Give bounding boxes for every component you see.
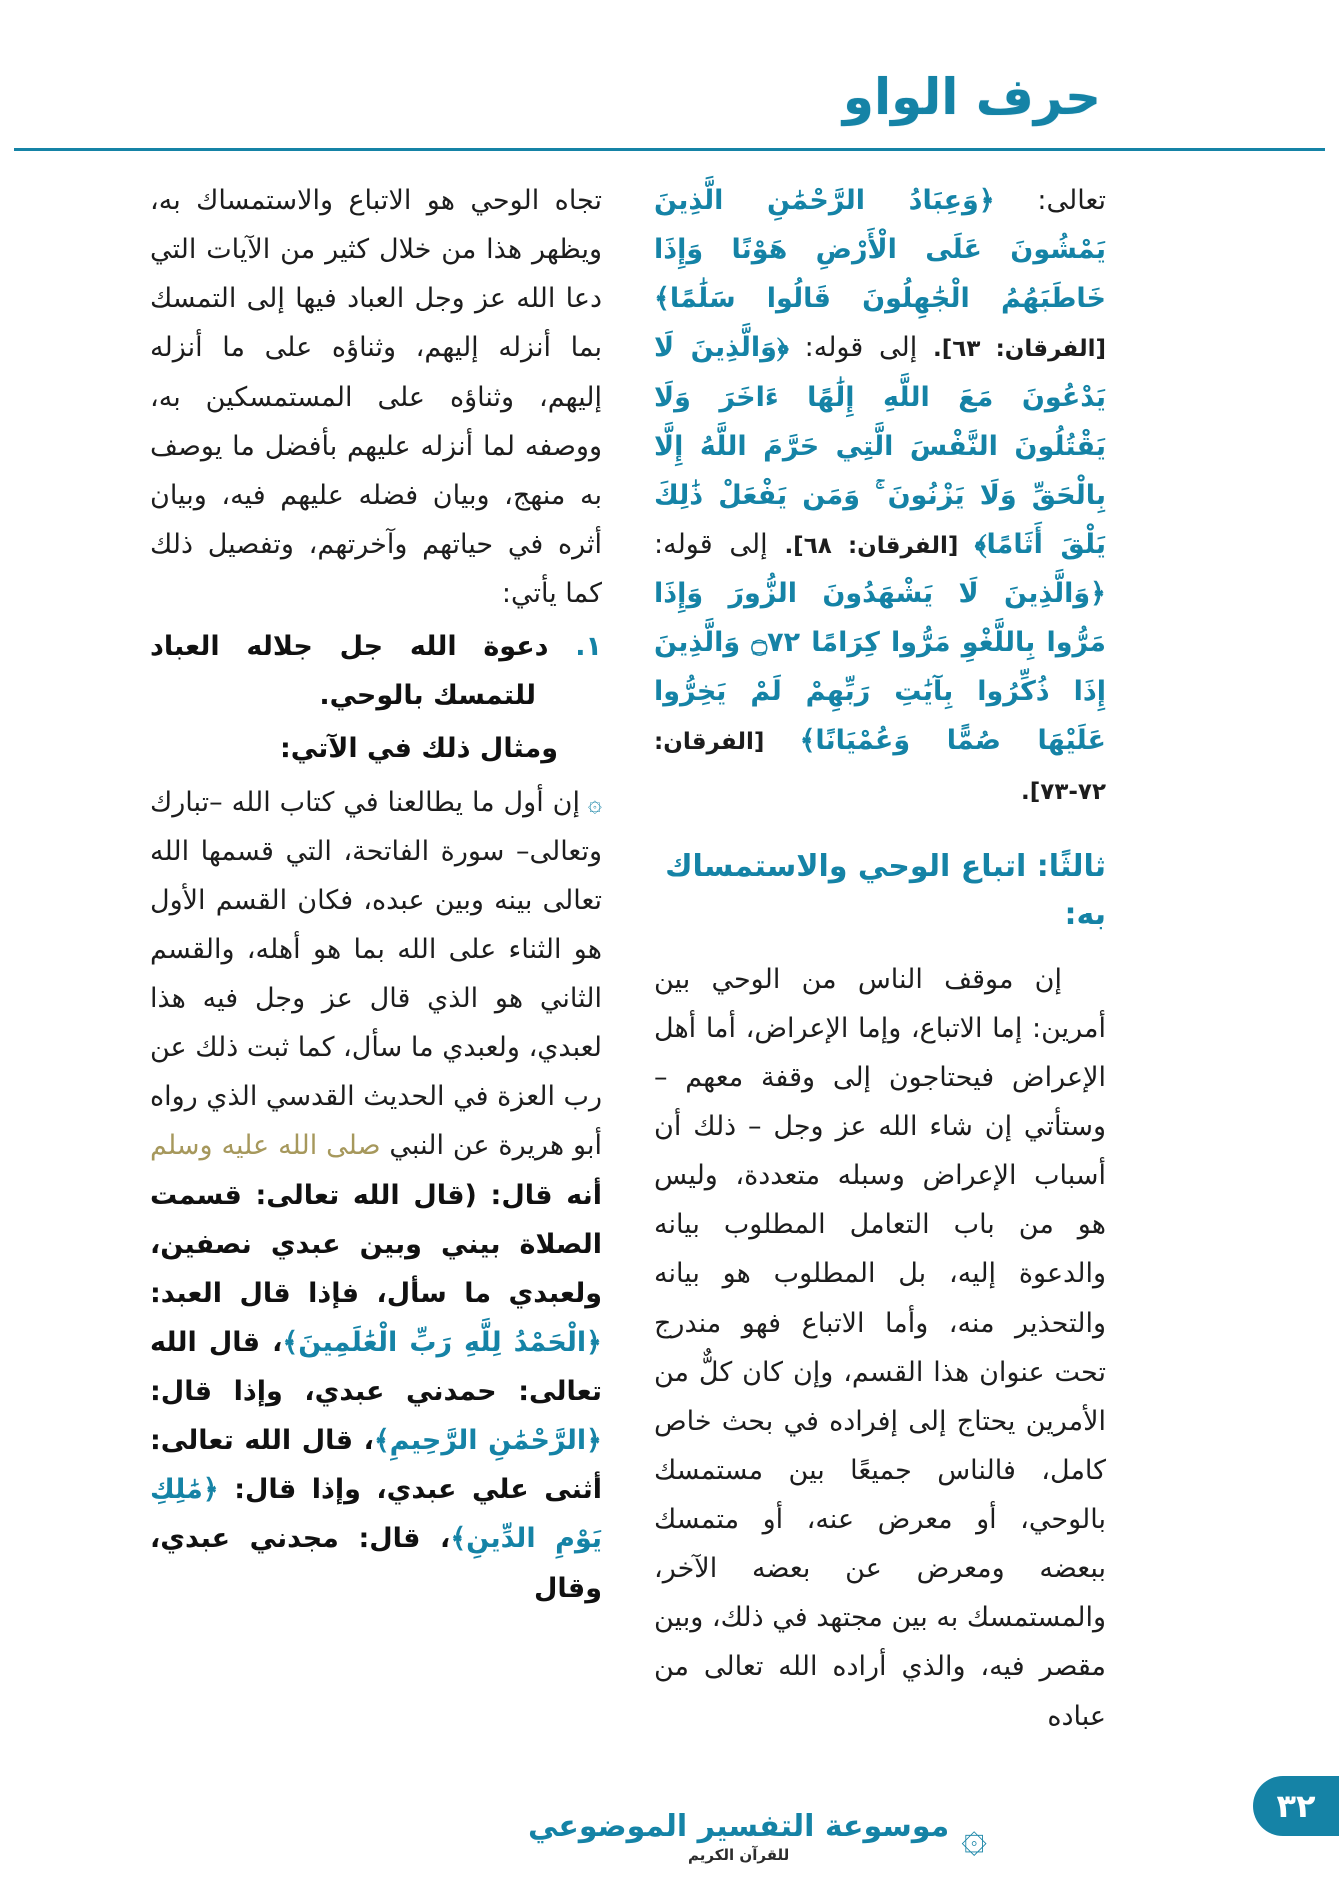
emblem-seal-icon: ۞ [961, 1810, 987, 1862]
page-number-badge: ٣٢ [1253, 1776, 1339, 1836]
column-right [644, 176, 1107, 1745]
text-run-bold: ، قال الله تعالى: حمدني عبدي، وإذا قال: [140, 1326, 602, 1407]
emblem-text [528, 1809, 949, 1864]
text-run-ornament: ۞ [579, 788, 602, 817]
text-run-ref: [الفرقان: ٧٢-٧٣]. [646, 729, 1106, 805]
text-run-ref: [الفرقان: ٦٨]. [784, 532, 975, 559]
text-run-bold: دعوة الله جل جلاله العباد للتمسك بالوحي. [140, 631, 549, 712]
text-run-bold: ، قال الله تعالى: أثنى علي عبدي، وإذا قال: [140, 1425, 602, 1506]
paragraph [141, 176, 602, 618]
emblem-title: موسوعة التفسير الموضوعي [528, 1809, 950, 1844]
text-run-body: إن موقف الناس من الوحي بين أمرين: إما الاتباع، وإما الإعراض، أما أهل الإعراض فيحتاجون إلى وقفة معهم –وستأتي إن شاء الله عز وجل – ذلك أن أسباب الإعراض وسبله متعددة، وليس هو من باب التعامل المطلوب بيانه والدعوة إليه، بل المطلوب هو بيانه والتحذير منه، وأما الاتباع فهو مندرج تحت عنوان هذا القسم، وإن كان كلٌّ من الأمرين يحتاج إلى إفراده في بحث خاص كامل، فالناس جميعًا بين مستمسك بالوحي، أو معرض عنه، أو متمسك ببعضه ومعرض عن بعضه الآخر، والمستمسك به بين مجتهد في ذلك، وبين مقصر فيه، والذي أراده الله تعالى من عباده [645, 963, 1106, 1732]
text-run-quran: ﴿وَعِبَادُ الرَّحْمَٰنِ الَّذِينَ يَمْشُونَ عَلَى الْأَرْضِ هَوْنًا وَإِذَا خَاطَبَهُمُ الْجَٰهِلُونَ قَالُوا سَلَٰمًا﴾ [644, 185, 1106, 315]
text-run-bold: أنه قال: (قال الله تعالى: قسمت الصلاة بيني وبين عبدي نصفين، ولعبدي ما سأل، فإذا قال العبد: [140, 1130, 602, 1309]
text-run-ref: [الفرقان: ٦٣]. [645, 287, 1106, 363]
header-divider-rule [14, 148, 1325, 151]
text-run-quran: ﴿مَٰلِكِ يَوْمِ الدِّينِ﴾ [140, 1474, 603, 1555]
text-run-body: إلى قوله: [645, 528, 785, 560]
text-run-bold: ومثال ذلك في الآتي: [279, 733, 558, 765]
text-run-quran: ﴿وَالَّذِينَ لَا يَدْعُونَ مَعَ اللَّهِ إِلَٰهًا ءَاخَرَ وَلَا يَقْتُلُونَ النَّفْسَ الَّتِي حَرَّمَ اللَّهُ إِلَّا بِالْحَقِّ وَلَا يَزْنُونَ ۚ وَمَن يَفْعَلْ ذَٰلِكَ يَلْقَ أَثَامًا﴾ [644, 332, 1107, 560]
text-run-quran: ﴿وَالَّذِينَ لَا يَشْهَدُونَ الزُّورَ وَإِذَا مَرُّوا بِاللَّغْوِ مَرُّوا كِرَامًا ۝٧٢ وَالَّذِينَ إِذَا ذُكِّرُوا بِآيَٰتِ رَبِّهِمْ لَمْ يَخِرُّوا عَلَيْهَا صُمًّا وَعُمْيَانًا﴾ [644, 578, 1107, 757]
publisher-emblem [528, 1809, 987, 1864]
text-run-quran: ﴿الرَّحْمَٰنِ الرَّحِيمِ﴾ [373, 1425, 602, 1457]
paragraph [140, 778, 603, 1613]
text-run-heading: ثالثًا: اتباع الوحي والاستمساك به: [654, 848, 1106, 932]
chapter-title: حرف الواو [842, 68, 1101, 126]
paragraph [140, 622, 602, 720]
paragraph [150, 724, 602, 773]
text-columns [140, 176, 1107, 1745]
text-run-body: تجاه الوحي هو الاتباع والاستمساك به، ويظهر هذا من خلال كثير من الآيات التي دعا الله عز وجل العباد فيها إلى التمسك بما أنزله إليهم، وثناؤه على ما أنزله إليهم، وثناؤه على المستمسكين به، ووصفه لما أنزله عليهم بأفضل ما يوصف به منهج، وبيان فضله عليهم فيه، وبيان أثره في حياتهم وآخرتهم، وتفصيل ذلك كما يأتي: [141, 185, 602, 609]
section-heading [654, 843, 1106, 939]
text-run-body: إن أول ما يطالعنا في كتاب الله –تبارك وتعالى– سورة الفاتحة، التي قسمها الله تعالى بينه وبين عبده، فكان القسم الأول هو الثناء على الله بما هو أهله، والقسم الثاني هو الذي قال عز وجل فيه هذا لعبدي، ولعبدي ما سأل، كما ثبت ذلك عن رب العزة في الحديث القدسي الذي رواه أبو هريرة عن النبي [141, 786, 603, 1162]
column-left [140, 176, 603, 1745]
text-run-bold: ، قال: مجدني عبدي، وقال [140, 1523, 602, 1604]
text-run-salla: صلى الله عليه وسلم [150, 1130, 381, 1162]
text-run-body: تعالى: [994, 185, 1106, 216]
emblem-subtitle: للقرآن الكريم [687, 1846, 790, 1864]
text-run-body: إلى قوله: [788, 332, 934, 364]
paragraph [645, 955, 1106, 1741]
text-run-num: ١. [548, 631, 602, 663]
text-run-quran: ﴿الْحَمْدُ لِلَّهِ رَبِّ الْعَٰلَمِينَ﴾ [282, 1326, 602, 1358]
paragraph [644, 176, 1107, 815]
